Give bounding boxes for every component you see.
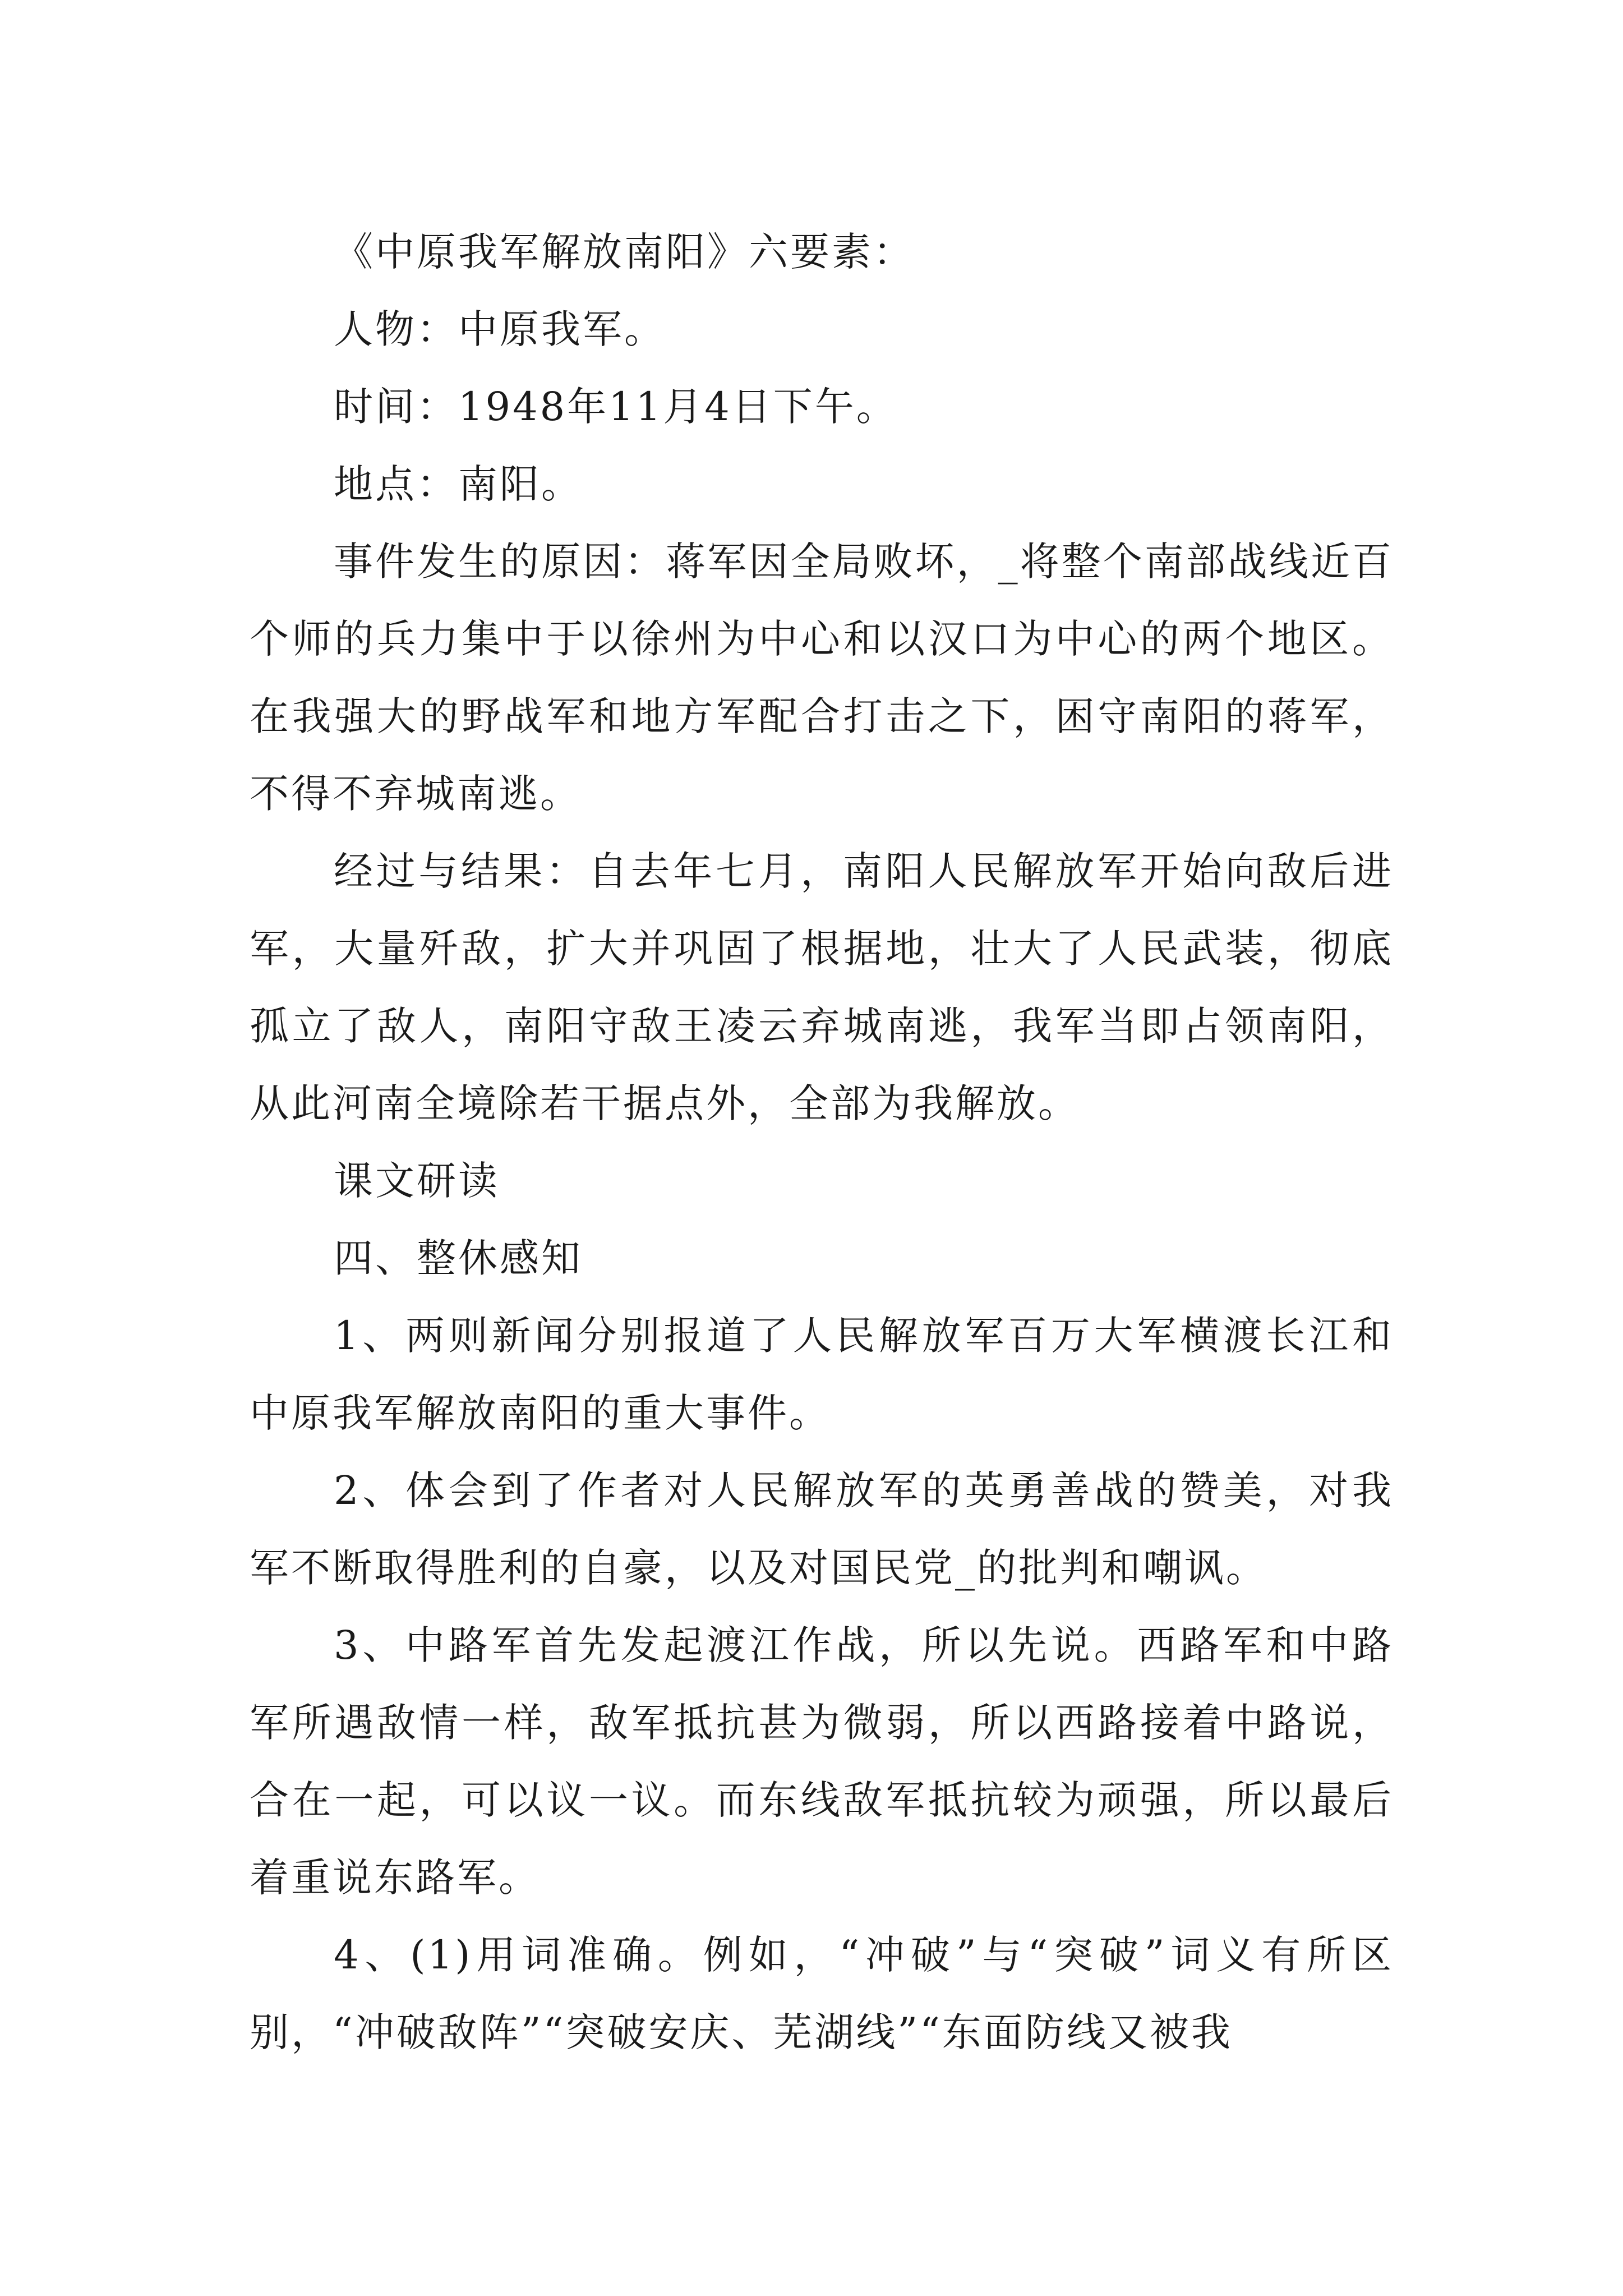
section-heading-overall: 四、整休感知	[334, 1235, 583, 1281]
list-item-3: 3、中路军首先发起渡江作战，所以先说。西路军和中路军所遇敌情一样，敌军抵抗甚为微弱，所以西路接着中路说，合在一起，可以议一议。而东线敌军抵抗较为顽强，所以最后着重说东路军。	[250, 1622, 1394, 1901]
paragraph-place: 地点：南阳。	[334, 461, 583, 507]
section-heading-reading: 课文研读	[334, 1158, 500, 1204]
paragraph-time: 时间：1948年11月4日下午。	[334, 384, 898, 430]
list-item-1: 1、两则新闻分别报道了人民解放军百万大军横渡长江和中原我军解放南阳的重大事件。	[250, 1313, 1394, 1436]
document-body	[250, 213, 1394, 2071]
list-item-4: 4、(1)用词准确。例如，“冲破”与“突破”词义有所区别，“冲破敌阵”“突破安庆、芜湖线”“东面防线又被我	[250, 1932, 1394, 2055]
list-item-2: 2、体会到了作者对人民解放军的英勇善战的赞美，对我军不断取得胜利的自豪，以及对国民党_的批判和嘲讽。	[250, 1467, 1394, 1591]
paragraph-people: 人物：中原我军。	[334, 306, 666, 352]
paragraph-cause: 事件发生的原因：蒋军因全局败坏，_将整个南部战线近百个师的兵力集中于以徐州为中心和以汉口为中心的两个地区。在我强大的野战军和地方军配合打击之下，困守南阳的蒋军，不得不弃城南逃。	[250, 539, 1394, 817]
paragraph-process-result: 经过与结果：自去年七月，南阳人民解放军开始向敌后进军，大量歼敌，扩大并巩固了根据地，壮大了人民武装，彻底孤立了敌人，南阳守敌王凌云弃城南逃，我军当即占领南阳，从此河南全境除若干据点外，全部为我解放。	[250, 848, 1394, 1126]
paragraph-title: 《中原我军解放南阳》六要素：	[334, 229, 915, 275]
